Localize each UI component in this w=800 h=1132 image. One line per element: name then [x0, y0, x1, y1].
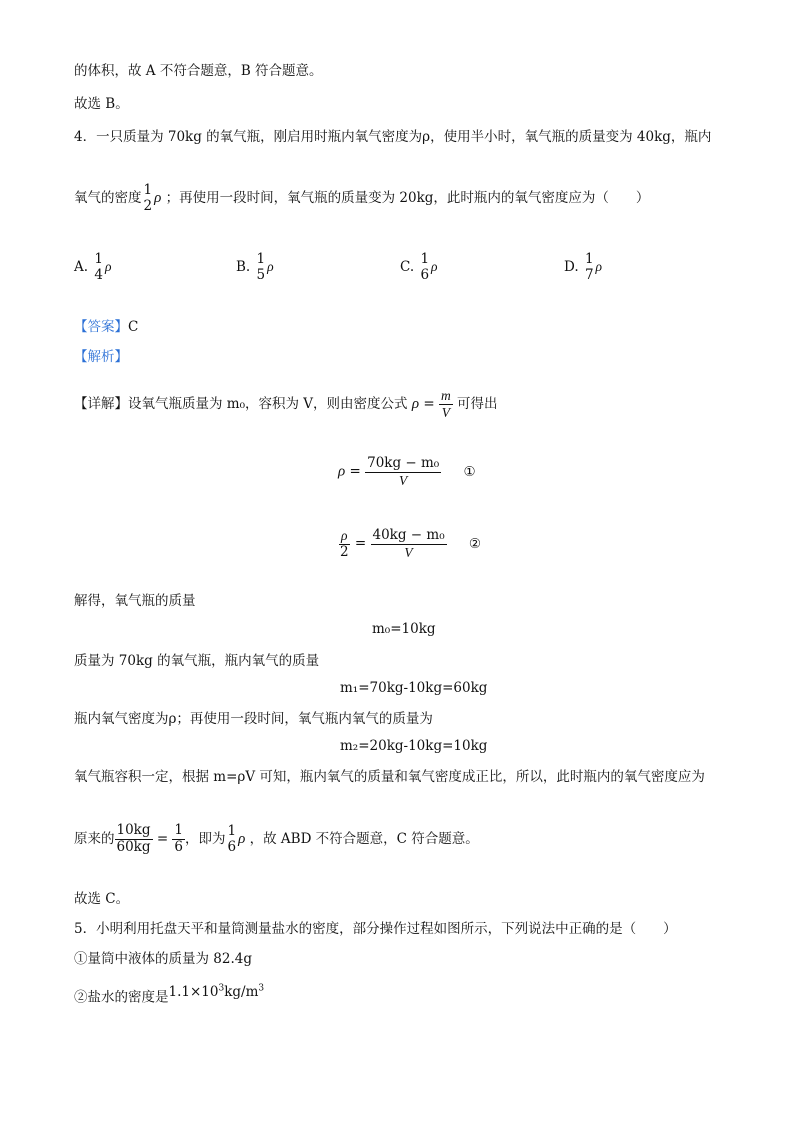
- analysis-tag: 【解析】: [74, 349, 128, 365]
- text: ，故 ABD 不符合题意，C 符合题意。: [249, 831, 479, 847]
- one-sixth: [172, 823, 185, 855]
- equals: =: [423, 396, 435, 412]
- equation-fraction: [371, 528, 447, 560]
- text-line: 质量为 70kg 的氧气瓶，瓶内氧气的质量: [74, 653, 320, 669]
- text: 原来的: [74, 831, 115, 847]
- answer-line: [74, 318, 138, 336]
- denominator: V: [399, 472, 408, 488]
- rho-symbol: ρ: [104, 259, 112, 275]
- option-fraction: [255, 252, 268, 283]
- denominator: 7: [584, 266, 594, 283]
- detail-text: 设氧气瓶质量为 m₀，容积为 V，则由密度公式: [128, 396, 408, 412]
- fraction-half: [142, 183, 155, 214]
- detail-line: [74, 384, 498, 424]
- question-4-line-2: [74, 178, 649, 218]
- question-4: 4．一只质量为 70kg 的氧气瓶，刚启用时瓶内氧气密度为ρ，使用半小时，氧气瓶的质量变为 40kg，瓶内: [74, 129, 712, 145]
- analysis-line: [74, 348, 128, 366]
- denominator: V: [441, 405, 450, 420]
- ratio-line: [74, 816, 479, 862]
- text-line: 解得，氧气瓶的质量: [74, 593, 196, 609]
- detail-tag: 【详解】: [74, 396, 128, 412]
- text: ；再使用一段时间，氧气瓶的质量变为 20kg，此时瓶内的氧气密度应为（ ）: [165, 190, 650, 206]
- option-b[interactable]: [236, 252, 274, 283]
- m2-result: m₂=20kg-10kg=10kg: [340, 738, 488, 754]
- unit-exponent: 3: [258, 983, 265, 993]
- text-line: 瓶内氧气密度为ρ；再使用一段时间，氧气瓶内氧气的质量为: [74, 711, 433, 727]
- equation-1: [338, 456, 476, 488]
- option-c[interactable]: [400, 252, 438, 283]
- numerator: 70kg − m₀: [367, 455, 440, 471]
- numerator: ρ: [341, 528, 348, 543]
- equals: =: [354, 535, 367, 552]
- density-value: [169, 984, 265, 1000]
- denominator: 6: [420, 266, 430, 283]
- option-fraction: [92, 252, 105, 283]
- text: 氧气的密度: [74, 190, 142, 206]
- option-label: B.: [236, 259, 251, 276]
- numerator: 10kg: [116, 822, 151, 839]
- option-a[interactable]: [74, 252, 111, 283]
- answer-tag: 【答案】: [74, 319, 128, 335]
- question-5-item-1: ①量筒中液体的质量为 82.4g: [74, 951, 252, 967]
- equation-2: [338, 528, 481, 560]
- one-sixth-rho: [226, 824, 239, 855]
- option-d[interactable]: [564, 252, 602, 283]
- denominator: 2: [340, 543, 349, 560]
- option-label: C.: [400, 259, 415, 276]
- rho-symbol: ρ: [411, 396, 420, 412]
- numerator: 1: [227, 822, 237, 839]
- text-line: 故选 C。: [74, 891, 130, 907]
- numerator: 1: [256, 251, 266, 267]
- rho-symbol: ρ: [238, 831, 246, 847]
- rho-symbol: ρ: [595, 259, 603, 275]
- exponent: 3: [218, 983, 225, 993]
- m1-result: m₁=70kg-10kg=60kg: [340, 680, 488, 696]
- text: ②盐水的密度是: [74, 989, 169, 1006]
- option-label: A.: [74, 259, 89, 276]
- equation-mark: ②: [468, 535, 482, 552]
- detail-post: 可得出: [457, 396, 498, 412]
- numerator: 1: [94, 251, 103, 267]
- answer-value: C: [128, 319, 139, 335]
- equals: =: [349, 463, 361, 480]
- denominator: V: [404, 544, 413, 560]
- rho-half: [338, 528, 351, 560]
- option-fraction: [418, 252, 431, 283]
- m0-result: m₀=10kg: [372, 621, 436, 637]
- numerator: 1: [584, 251, 594, 267]
- denominator: 5: [256, 266, 266, 283]
- text: ，即为: [185, 831, 226, 847]
- equation-mark: ①: [463, 463, 476, 480]
- numerator: 1: [143, 181, 153, 198]
- rho-symbol: ρ: [431, 259, 438, 275]
- rho-symbol: ρ: [338, 463, 346, 480]
- text-line: 的体积，故 A 不符合题意，B 符合题意。: [74, 63, 323, 79]
- question-5: 5．小明利用托盘天平和量筒测量盐水的密度，部分操作过程如图所示，下列说法中正确的是（ ）: [74, 921, 677, 937]
- question-5-item-2: [74, 982, 264, 1010]
- denominator: 6: [174, 839, 184, 855]
- option-fraction: [583, 252, 596, 283]
- numerator: 1: [420, 251, 430, 267]
- denominator: 4: [94, 266, 103, 283]
- numerator: 40kg − m₀: [372, 527, 445, 543]
- rho-symbol: ρ: [154, 190, 162, 206]
- text-line: 故选 B。: [74, 96, 129, 112]
- denominator: 2: [143, 197, 153, 214]
- equation-fraction: [365, 456, 441, 488]
- density-number: 1.1×10: [168, 983, 219, 1000]
- denominator: 60kg: [116, 839, 151, 855]
- denominator: 6: [227, 838, 237, 855]
- density-unit: kg/m: [224, 983, 259, 1000]
- option-label: D.: [564, 259, 579, 276]
- rho-symbol: ρ: [267, 259, 274, 275]
- text-line: 氧气瓶容积一定，根据 m=ρV 可知，瓶内氧气的质量和氧气密度成正比，所以，此时瓶内的氧气密度应为: [74, 769, 705, 785]
- density-formula: [439, 388, 453, 420]
- numerator: m: [440, 388, 451, 404]
- equals: =: [156, 831, 169, 847]
- ratio-fraction: [115, 823, 153, 855]
- numerator: 1: [174, 822, 184, 839]
